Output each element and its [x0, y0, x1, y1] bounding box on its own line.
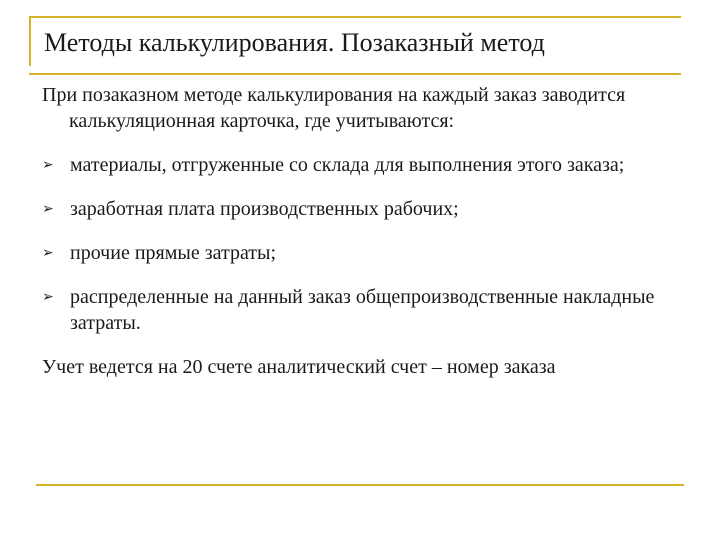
arrow-bullet-icon: ➢	[42, 201, 54, 217]
arrow-bullet-icon: ➢	[42, 289, 54, 305]
intro-paragraph: При позаказном методе калькулирования на каждый заказ заводится калькуляционная карточка, где учитываются:	[42, 84, 626, 132]
bullet-item-other-direct-costs	[42, 240, 682, 266]
bottom-rule	[36, 484, 684, 486]
bullet-text: прочие прямые затраты;	[70, 242, 277, 264]
bullet-list	[42, 152, 682, 336]
bullet-text: материалы, отгруженные со склада для выполнения этого заказа;	[70, 154, 625, 176]
title-underline-rule	[29, 73, 681, 75]
top-rule	[29, 16, 681, 18]
slide-body	[42, 82, 682, 380]
footer-paragraph: Учет ведется на 20 счете аналитический счет – номер заказа	[42, 356, 556, 378]
bullet-item-wages	[42, 196, 682, 222]
bullet-item-overhead	[42, 284, 682, 336]
bullet-text: заработная плата производственных рабочих;	[70, 198, 459, 220]
bullet-text: распределенные на данный заказ общепроизводственные накладные затраты.	[70, 286, 655, 334]
arrow-bullet-icon: ➢	[42, 157, 54, 173]
left-rule	[29, 16, 31, 66]
slide-title: Методы калькулирования. Позаказный метод	[44, 28, 545, 57]
arrow-bullet-icon: ➢	[42, 245, 54, 261]
bullet-item-materials	[42, 152, 682, 178]
